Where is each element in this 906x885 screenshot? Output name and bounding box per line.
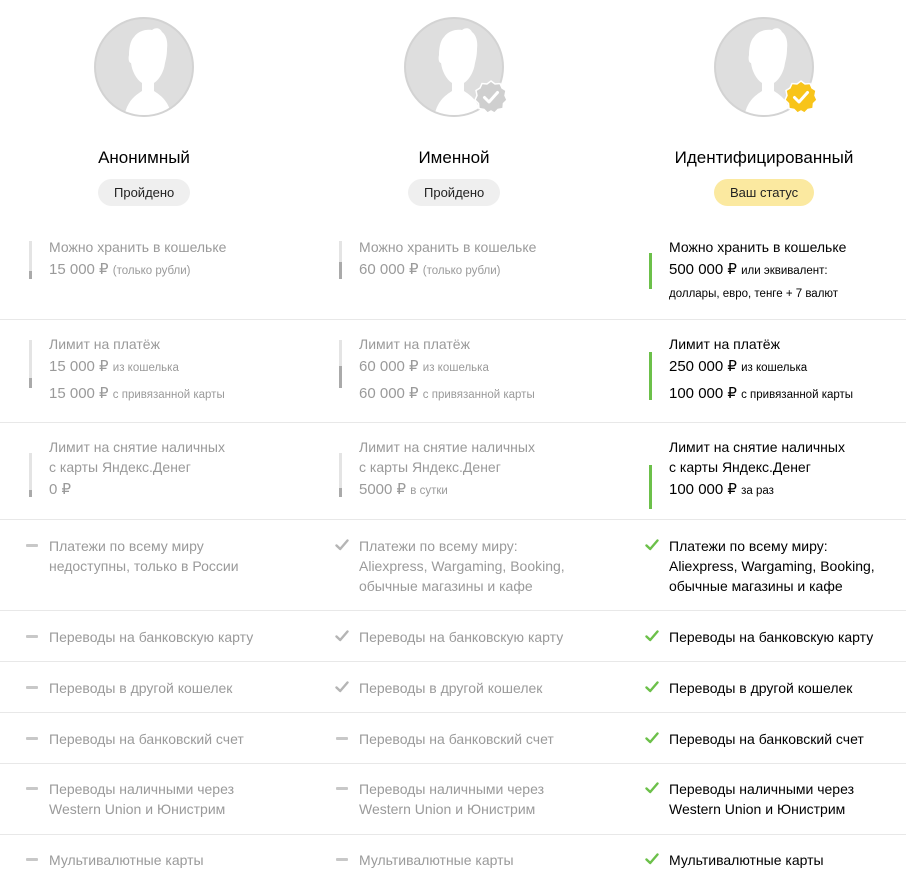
amount-note: в сутки xyxy=(410,485,448,497)
feature-line: обычные магазины и кафе xyxy=(359,578,533,594)
amount-value: 15 000 ₽ xyxy=(49,385,109,402)
dash-icon xyxy=(26,787,38,790)
feature-text xyxy=(49,779,329,819)
green-check-icon xyxy=(645,680,659,694)
limit-amount xyxy=(49,354,329,381)
feature-line: Переводы в другой кошелек xyxy=(49,680,233,696)
feature-line: обычные магазины и кафе xyxy=(669,578,843,594)
gray-check-icon xyxy=(335,538,349,552)
amount-value: 15 000 ₽ xyxy=(49,358,109,375)
status-badge: Ваш статус xyxy=(714,179,814,206)
limit-cell xyxy=(49,334,329,408)
feature-text xyxy=(669,678,906,698)
limit-label: Лимит на платёж xyxy=(359,336,470,352)
row-divider xyxy=(0,610,906,611)
limit-cell xyxy=(669,437,906,504)
feature-line: Переводы на банковский счет xyxy=(359,731,554,747)
gold-check-badge-icon xyxy=(784,80,818,114)
limit-level-bar xyxy=(29,340,32,388)
limit-level-bar xyxy=(339,340,342,388)
limit-amount xyxy=(669,257,906,284)
feature-line: Переводы наличными через xyxy=(49,781,234,797)
amount-value: 0 ₽ xyxy=(49,481,72,498)
amount-note: (только рубли) xyxy=(112,265,191,277)
status-title: Идентифицированный xyxy=(674,148,854,167)
amount-note: или эквивалент: xyxy=(741,265,828,277)
status-headers xyxy=(0,0,906,230)
limit-level-fill xyxy=(339,262,342,279)
limit-extra: доллары, евро, тенге + 7 валют xyxy=(669,288,839,300)
dash-icon xyxy=(336,737,348,740)
feature-text xyxy=(669,729,906,749)
amount-value: 100 000 ₽ xyxy=(669,385,737,402)
feature-line: Western Union и Юнистрим xyxy=(359,801,536,817)
feature-text xyxy=(359,536,639,596)
limit-row xyxy=(0,437,906,520)
feature-line: Переводы на банковскую карту xyxy=(669,629,874,645)
limit-row xyxy=(0,334,906,422)
limit-label: Лимит на снятие наличных xyxy=(669,439,845,455)
row-divider xyxy=(0,661,906,662)
green-check-icon xyxy=(645,538,659,552)
dash-icon xyxy=(26,858,38,861)
amount-value: 5000 ₽ xyxy=(359,481,407,498)
dash-icon xyxy=(26,737,38,740)
dash-icon xyxy=(336,787,348,790)
limit-cell xyxy=(359,334,639,408)
limit-label: Лимит на снятие наличных xyxy=(359,439,535,455)
avatar xyxy=(94,17,194,117)
row-divider xyxy=(0,712,906,713)
amount-value: 500 000 ₽ xyxy=(669,261,737,278)
limit-amount xyxy=(49,477,329,502)
amount-value: 100 000 ₽ xyxy=(669,481,737,498)
amount-value: 250 000 ₽ xyxy=(669,358,737,375)
amount-note: за раз xyxy=(741,485,774,497)
limit-label: Можно хранить в кошельке xyxy=(669,239,847,255)
limit-cell xyxy=(359,237,639,284)
feature-line: Переводы на банковскую карту xyxy=(49,629,254,645)
limit-label: Можно хранить в кошельке xyxy=(49,239,227,255)
feature-text xyxy=(359,779,639,819)
amount-note: из кошелька xyxy=(112,362,179,374)
amount-value: 60 000 ₽ xyxy=(359,358,419,375)
amount-note: (только рубли) xyxy=(422,265,501,277)
feature-line: Aliexpress, Wargaming, Booking, xyxy=(669,558,875,574)
limit-amount xyxy=(359,381,639,408)
limit-cell xyxy=(359,437,639,504)
feature-text xyxy=(359,678,639,698)
feature-text xyxy=(359,729,639,749)
limit-amount xyxy=(669,477,906,504)
limit-level-bar xyxy=(649,465,652,509)
feature-text xyxy=(49,850,329,870)
feature-text xyxy=(669,627,906,647)
amount-value: 60 000 ₽ xyxy=(359,385,419,402)
feature-line: Переводы наличными через xyxy=(669,781,854,797)
dash-icon xyxy=(26,686,38,689)
limit-amount xyxy=(359,354,639,381)
feature-line: Мультивалютные карты xyxy=(359,852,514,868)
feature-text xyxy=(359,850,639,870)
limit-level-bar xyxy=(339,453,342,497)
row-divider xyxy=(0,519,906,520)
limit-level-bar xyxy=(29,453,32,497)
limit-label: с карты Яндекс.Денег xyxy=(359,459,501,475)
feature-text xyxy=(49,678,329,698)
feature-line: Переводы в другой кошелек xyxy=(359,680,543,696)
limit-amount xyxy=(359,477,639,504)
limit-label: с карты Яндекс.Денег xyxy=(49,459,191,475)
feature-text xyxy=(49,627,329,647)
gray-check-icon xyxy=(335,629,349,643)
amount-note: из кошелька xyxy=(741,362,808,374)
limit-level-fill xyxy=(339,488,342,497)
limit-level-bar xyxy=(339,241,342,279)
limit-label: Лимит на снятие наличных xyxy=(49,439,225,455)
status-badge: Пройдено xyxy=(98,179,190,206)
dash-icon xyxy=(26,544,38,547)
limit-level-bar xyxy=(649,253,652,289)
limit-amount xyxy=(669,381,906,408)
limit-amount xyxy=(49,381,329,408)
amount-note: с привязанной карты xyxy=(741,389,854,401)
feature-line: Переводы на банковскую карту xyxy=(359,629,564,645)
limit-label: с карты Яндекс.Денег xyxy=(669,459,811,475)
dash-icon xyxy=(336,858,348,861)
feature-line: Переводы на банковский счет xyxy=(669,731,864,747)
limit-row xyxy=(0,237,906,319)
row-divider xyxy=(0,319,906,320)
amount-note: с привязанной карты xyxy=(112,389,225,401)
feature-line: недоступны, только в России xyxy=(49,558,239,574)
limit-label: Лимит на платёж xyxy=(669,336,780,352)
feature-line: Платежи по всему миру: xyxy=(669,538,828,554)
feature-text xyxy=(669,779,906,819)
limit-amount xyxy=(669,354,906,381)
green-check-icon xyxy=(645,852,659,866)
limit-amount xyxy=(359,257,639,284)
feature-line: Переводы на банковский счет xyxy=(49,731,244,747)
limit-level-fill xyxy=(29,271,32,279)
feature-line: Переводы в другой кошелек xyxy=(669,680,853,696)
status-title: Именной xyxy=(418,148,490,167)
feature-line: Переводы наличными через xyxy=(359,781,544,797)
amount-value: 60 000 ₽ xyxy=(359,261,419,278)
green-check-icon xyxy=(645,731,659,745)
status-title: Анонимный xyxy=(98,148,190,167)
feature-line: Платежи по всему миру: xyxy=(359,538,518,554)
gray-check-icon xyxy=(335,680,349,694)
limit-amount xyxy=(49,257,329,284)
limit-cell xyxy=(669,237,906,304)
limit-level-fill xyxy=(339,366,342,388)
feature-line: Western Union и Юнистрим xyxy=(669,801,846,817)
row-divider xyxy=(0,422,906,423)
feature-text xyxy=(669,850,906,870)
limit-label: Лимит на платёж xyxy=(49,336,160,352)
amount-note: с привязанной карты xyxy=(422,389,535,401)
green-check-icon xyxy=(645,781,659,795)
feature-line: Aliexpress, Wargaming, Booking, xyxy=(359,558,565,574)
feature-line: Платежи по всему миру xyxy=(49,538,204,554)
dash-icon xyxy=(26,635,38,638)
status-badge: Пройдено xyxy=(408,179,500,206)
feature-text xyxy=(359,627,639,647)
limit-label: Можно хранить в кошельке xyxy=(359,239,537,255)
limit-level-fill xyxy=(29,378,32,388)
limit-cell xyxy=(669,334,906,408)
feature-line: Western Union и Юнистрим xyxy=(49,801,226,817)
limit-level-fill xyxy=(29,490,32,497)
limit-cell xyxy=(49,237,329,284)
amount-value: 15 000 ₽ xyxy=(49,261,109,278)
limit-level-bar xyxy=(649,352,652,400)
gray-check-badge-icon xyxy=(474,80,508,114)
feature-line: Мультивалютные карты xyxy=(49,852,204,868)
limit-level-bar xyxy=(29,241,32,279)
limit-cell xyxy=(49,437,329,502)
feature-line: Мультивалютные карты xyxy=(669,852,824,868)
row-divider xyxy=(0,834,906,835)
feature-text xyxy=(669,536,906,596)
feature-text xyxy=(49,536,329,576)
row-divider xyxy=(0,763,906,764)
feature-text xyxy=(49,729,329,749)
amount-note: из кошелька xyxy=(422,362,489,374)
green-check-icon xyxy=(645,629,659,643)
